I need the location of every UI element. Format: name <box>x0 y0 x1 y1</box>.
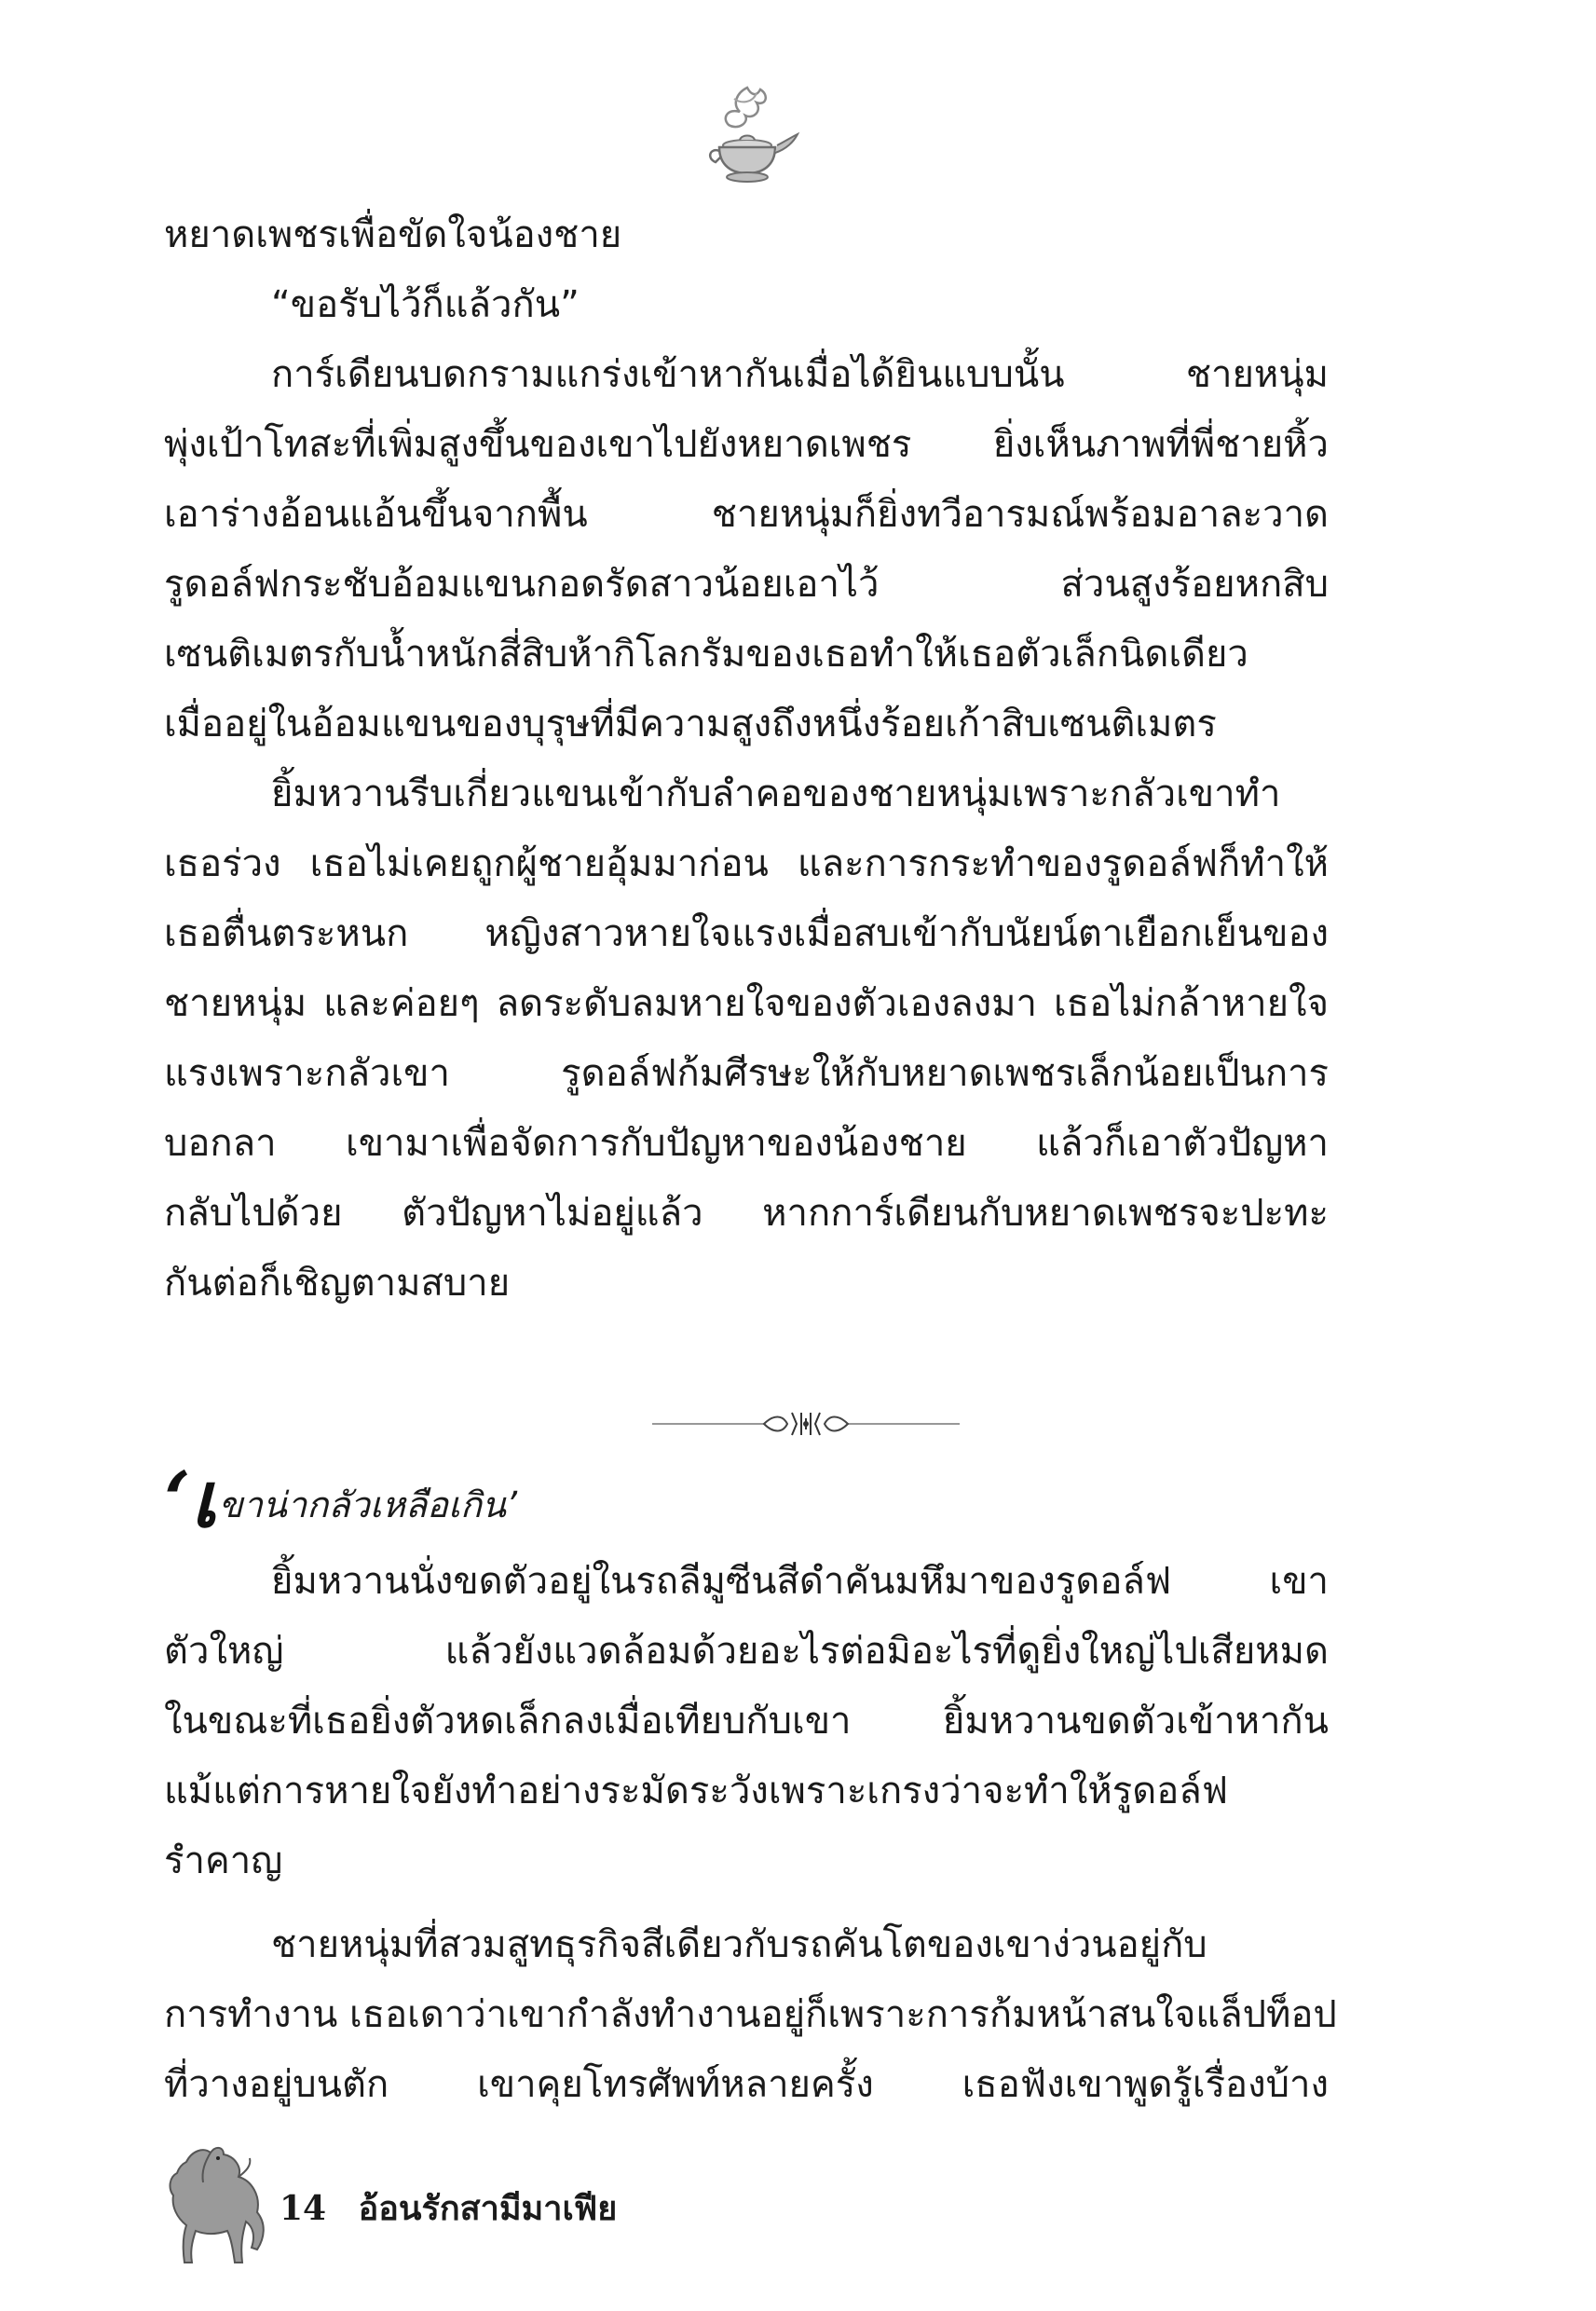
body-text-top <box>164 200 1329 1319</box>
text-line: การ์เดียนบดกรามแกร่งเข้าหากันเมื่อได้ยินแบบนั้น ชายหนุ่ม <box>271 353 1329 396</box>
page-number: 14 <box>280 2189 327 2228</box>
text-line: ตัวใหญ่ แล้วยังแวดล้อมด้วยอะไรต่อมิอะไรที่ดูยิ่งใหญ่ไปเสียหมด <box>164 1630 1329 1673</box>
text-line: รูดอล์ฟกระชับอ้อมแขนกอดรัดสาวน้อยเอาไว้ ส่วนสูงร้อยหกสิบ <box>164 563 1329 606</box>
text-line: ชายหนุ่มที่สวมสูทธุรกิจสีเดียวกับรถคันโตของเขาง่วนอยู่กับ <box>271 1923 1207 1966</box>
text-line: เธอตื่นตระหนก หญิงสาวหายใจแรงเมื่อสบเข้ากับนัยน์ตาเยือกเย็นของ <box>164 912 1329 955</box>
dropcap-quote: ‘ <box>164 1456 191 1545</box>
text-line: เมื่ออยู่ในอ้อมแขนของบุรุษที่มีความสูงถึงหนึ่งร้อยเก้าสิบเซนติเมตร <box>164 703 1217 745</box>
text-line: ยิ้มหวานนั่งขดตัวอยู่ในรถลีมูซีนสีดำคันมหึมาของรูดอล์ฟ เขา <box>271 1560 1329 1603</box>
text-line: ในขณะที่เธอยิ่งตัวหดเล็กลงเมื่อเทียบกับเขา ยิ้มหวานขดตัวเข้าหากัน <box>164 1700 1329 1743</box>
text-line: หยาดเพชรเพื่อขัดใจน้องชาย <box>164 213 622 256</box>
book-title: อ้อนรักสามีมาเฟีย <box>358 2189 618 2228</box>
text-line: เอาร่างอ้อนแอ้นขึ้นจากพื้น ชายหนุ่มก็ยิ่งทวีอารมณ์พร้อมอาละวาด <box>164 493 1329 536</box>
section-heading-rest: ขาน่ากลัวเหลือเกิน’ <box>218 1484 518 1525</box>
text-line: ที่วางอยู่บนตัก เขาคุยโทรศัพท์หลายครั้ง เธอฟังเขาพูดรู้เรื่องบ้าง <box>164 2063 1329 2106</box>
page-footer <box>280 2185 617 2232</box>
text-line: รำคาญ <box>164 1839 283 1882</box>
section-heading <box>164 1456 518 1545</box>
text-line: แรงเพราะกลัวเขา รูดอล์ฟก้มศีรษะให้กับหยาดเพชรเล็กน้อยเป็นการ <box>164 1052 1329 1095</box>
text-line: เซนติเมตรกับน้ำหนักสี่สิบห้ากิโลกรัมของเธอทำให้เธอตัวเล็กนิดเดียว <box>164 633 1248 676</box>
text-line: “ขอรับไว้ก็แล้วกัน” <box>271 283 580 326</box>
dropcap-letter: เ <box>190 1456 217 1545</box>
text-line: เธอร่วง เธอไม่เคยถูกผู้ชายอุ้มมาก่อน และการกระทำของรูดอล์ฟก็ทำให้ <box>164 842 1329 885</box>
text-line: การทำงาน เธอเดาว่าเขากำลังทำงานอยู่ก็เพราะการก้มหน้าสนใจแล็ปท็อป <box>164 1993 1337 2036</box>
text-line: แม้แต่การหายใจยังทำอย่างระมัดระวังเพราะเกรงว่าจะทำให้รูดอล์ฟ <box>164 1770 1229 1812</box>
body-text-middle <box>164 1547 1329 1896</box>
text-line: ชายหนุ่ม และค่อยๆ ลดระดับลมหายใจของตัวเองลงมา เธอไม่กล้าหายใจ <box>164 982 1329 1025</box>
text-line: กลับไปด้วย ตัวปัญหาไม่อยู่แล้ว หากการ์เดียนกับหยาดเพชรจะปะทะ <box>164 1192 1329 1235</box>
text-line: บอกลา เขามาเพื่อจัดการกับปัญหาของน้องชาย แล้วก็เอาตัวปัญหา <box>164 1122 1329 1165</box>
ornament-divider-icon <box>652 1405 960 1443</box>
horse-icon <box>149 2134 289 2274</box>
text-line: ยิ้มหวานรีบเกี่ยวแขนเข้ากับลำคอของชายหนุ่มเพราะกลัวเขาทำ <box>271 773 1281 815</box>
genie-lamp-icon <box>691 80 803 192</box>
text-line: กันต่อก็เชิญตามสบาย <box>164 1262 511 1305</box>
body-text-bottom <box>164 1910 1337 2120</box>
text-line: พุ่งเป้าโทสะที่เพิ่มสูงขึ้นของเขาไปยังหยาดเพชร ยิ่งเห็นภาพที่พี่ชายหิ้ว <box>164 423 1329 466</box>
